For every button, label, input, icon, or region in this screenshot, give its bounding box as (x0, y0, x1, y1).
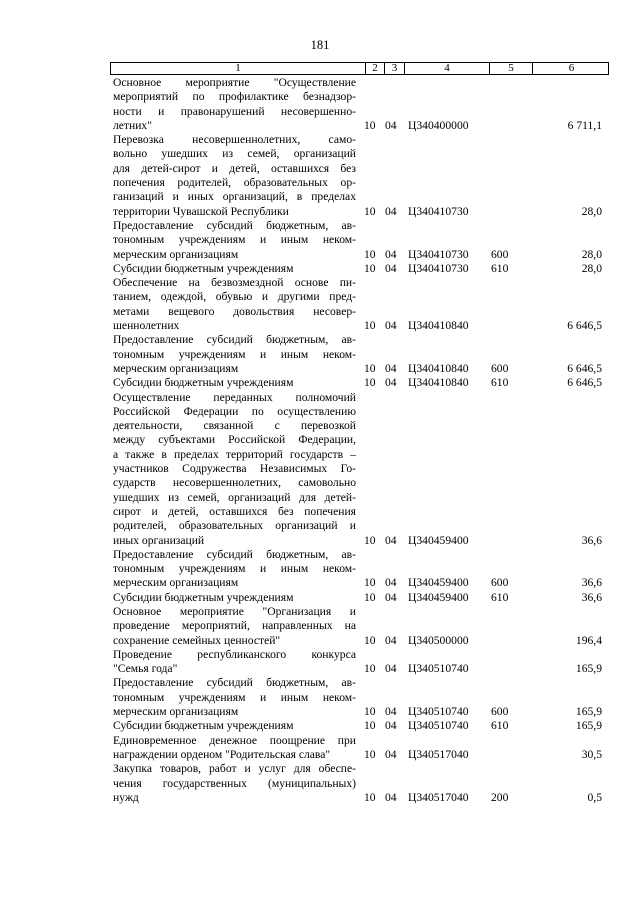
description-line: ганизаций и иных организаций, в пределах (113, 190, 356, 204)
row-description (113, 734, 356, 763)
expense-type-code: 600 (491, 361, 509, 375)
description-line: тономным учреждениям и иным неком- (113, 690, 356, 704)
section-code: 10 (364, 204, 376, 218)
row-description (113, 676, 356, 719)
description-line: нужд (113, 790, 139, 804)
amount: 6 646,5 (567, 319, 602, 333)
section-code: 10 (364, 790, 376, 804)
description-line: Предоставление субсидий бюджетным, ав- (113, 218, 356, 232)
header-col-5: 5 (489, 63, 532, 74)
description-line: попечения родителей, образовательных ор- (113, 176, 356, 190)
target-article-code: Ц340517040 (408, 747, 469, 761)
description-line: для детей-сирот и детей, оставшихся без (113, 161, 356, 175)
description-line: Субсидии бюджетным учреждениям (113, 261, 294, 275)
target-article-code: Ц340410840 (408, 319, 469, 333)
amount: 196,4 (575, 633, 602, 647)
expense-type-code: 610 (491, 590, 509, 604)
row-description (113, 262, 356, 276)
subsection-code: 04 (385, 204, 397, 218)
description-line: Субсидии бюджетным учреждениям (113, 590, 294, 604)
description-line: мерческим организациям (113, 361, 239, 375)
row-description (113, 133, 356, 219)
description-line: а также в пределах территорий государств – (113, 447, 356, 461)
section-code: 10 (364, 705, 376, 719)
row-description (113, 376, 356, 390)
description-line: тономным учреждениям и иным неком- (113, 562, 356, 576)
subsection-code: 04 (385, 633, 397, 647)
expense-type-code: 610 (491, 261, 509, 275)
target-article-code: Ц340410730 (408, 247, 469, 261)
description-line: Обеспечение на безвозмездной основе пи- (113, 276, 356, 290)
section-code: 10 (364, 261, 376, 275)
table-row (0, 719, 640, 733)
description-line: сударств несовершеннолетних, самовольно (113, 476, 356, 490)
row-description (113, 605, 356, 648)
section-code: 10 (364, 633, 376, 647)
expense-type-code: 610 (491, 376, 509, 390)
amount: 36,6 (581, 533, 602, 547)
expense-type-code: 600 (491, 576, 509, 590)
description-line: мероприятий по профилактике безнадзор- (113, 90, 356, 104)
description-line: Субсидии бюджетным учреждениям (113, 719, 294, 733)
amount: 165,9 (575, 719, 602, 733)
section-code: 10 (364, 533, 376, 547)
target-article-code: Ц340510740 (408, 705, 469, 719)
section-code: 10 (364, 376, 376, 390)
target-article-code: Ц340410730 (408, 204, 469, 218)
table-row (0, 762, 640, 805)
description-line: Основное мероприятие "Организация и (113, 604, 356, 618)
amount: 36,6 (581, 576, 602, 590)
description-line: Закупка товаров, работ и услуг для обеспе- (113, 762, 356, 776)
subsection-code: 04 (385, 319, 397, 333)
description-line: чения государственных (муниципальных) (113, 776, 356, 790)
target-article-code: Ц340400000 (408, 118, 469, 132)
description-line: участников Содружества Независимых Го- (113, 462, 356, 476)
description-line: "Семья года" (113, 662, 178, 676)
table-row (0, 591, 640, 605)
row-description (113, 333, 356, 376)
subsection-code: 04 (385, 662, 397, 676)
table-row (0, 276, 640, 333)
description-line: танием, одеждой, обувью и другими пред- (113, 290, 356, 304)
table-row (0, 548, 640, 591)
table-row (0, 391, 640, 548)
section-code: 10 (364, 662, 376, 676)
description-line: деятельности, связанной с перевозкой (113, 419, 356, 433)
target-article-code: Ц340510740 (408, 662, 469, 676)
target-article-code: Ц340459400 (408, 590, 469, 604)
amount: 28,0 (581, 204, 602, 218)
description-line: летних" (113, 118, 152, 132)
header-col-3: 3 (384, 63, 404, 74)
description-line: мерческим организациям (113, 576, 239, 590)
section-code: 10 (364, 319, 376, 333)
subsection-code: 04 (385, 747, 397, 761)
amount: 36,6 (581, 590, 602, 604)
target-article-code: Ц340410840 (408, 376, 469, 390)
description-line: Осуществление переданных полномочий (113, 390, 356, 404)
description-line: сирот и детей, оставшихся без попечения (113, 504, 356, 518)
page-number: 181 (310, 38, 330, 52)
description-line: Предоставление субсидий бюджетным, ав- (113, 676, 356, 690)
subsection-code: 04 (385, 790, 397, 804)
subsection-code: 04 (385, 376, 397, 390)
description-line: Проведение республиканского конкурса (113, 647, 356, 661)
header-col-4: 4 (404, 63, 489, 74)
subsection-code: 04 (385, 361, 397, 375)
header-col-1: 1 (235, 62, 241, 74)
description-line: Предоставление субсидий бюджетным, ав- (113, 547, 356, 561)
row-description (113, 648, 356, 677)
header-col-2: 2 (365, 63, 384, 74)
table-row (0, 605, 640, 648)
target-article-code: Ц340459400 (408, 533, 469, 547)
description-line: проведение мероприятий, направленных на (113, 619, 356, 633)
description-line: шеннолетних (113, 319, 180, 333)
table-row (0, 76, 640, 133)
subsection-code: 04 (385, 533, 397, 547)
amount: 6 711,1 (567, 118, 602, 132)
section-code: 10 (364, 747, 376, 761)
row-description (113, 76, 356, 133)
expense-type-code: 200 (491, 790, 509, 804)
row-description (113, 219, 356, 262)
subsection-code: 04 (385, 118, 397, 132)
subsection-code: 04 (385, 705, 397, 719)
table-row (0, 376, 640, 390)
description-line: тономным учреждениям и иным неком- (113, 347, 356, 361)
target-article-code: Ц340459400 (408, 576, 469, 590)
description-line: метами вещевого довольствия несовер- (113, 304, 356, 318)
row-description (113, 762, 356, 805)
target-article-code: Ц340410730 (408, 261, 469, 275)
description-line: между субъектами Российской Федерации, (113, 433, 356, 447)
section-code: 10 (364, 719, 376, 733)
table-row (0, 219, 640, 262)
description-line: Основное мероприятие "Осуществление (113, 76, 356, 89)
description-line: Единовременное денежное поощрение при (113, 733, 356, 747)
description-line: сохранение семейных ценностей" (113, 633, 281, 647)
description-line: ности и правонарушений несовершенно- (113, 104, 356, 118)
description-line: мерческим организациям (113, 247, 239, 261)
target-article-code: Ц340500000 (408, 633, 469, 647)
description-line: ушедших из семей, организаций для детей- (113, 490, 356, 504)
description-line: Субсидии бюджетным учреждениям (113, 376, 294, 390)
subsection-code: 04 (385, 719, 397, 733)
table-body (0, 76, 640, 805)
description-line: Российской Федерации по осуществлению (113, 404, 356, 418)
description-line: мерческим организациям (113, 705, 239, 719)
amount: 30,5 (581, 747, 602, 761)
target-article-code: Ц340517040 (408, 790, 469, 804)
row-description (113, 276, 356, 333)
section-code: 10 (364, 576, 376, 590)
row-description (113, 548, 356, 591)
section-code: 10 (364, 247, 376, 261)
table-row (0, 133, 640, 219)
amount: 0,5 (587, 790, 602, 804)
section-code: 10 (364, 590, 376, 604)
table-header (110, 62, 609, 75)
description-line: Перевозка несовершеннолетних, само- (113, 133, 356, 147)
description-line: тономным учреждениям и иным неком- (113, 233, 356, 247)
section-code: 10 (364, 118, 376, 132)
table-row (0, 648, 640, 677)
subsection-code: 04 (385, 261, 397, 275)
expense-type-code: 610 (491, 719, 509, 733)
amount: 165,9 (575, 705, 602, 719)
amount: 6 646,5 (567, 376, 602, 390)
target-article-code: Ц340410840 (408, 361, 469, 375)
row-description (113, 591, 356, 605)
amount: 28,0 (581, 247, 602, 261)
description-line: родителей, образовательных организаций и (113, 519, 356, 533)
subsection-code: 04 (385, 247, 397, 261)
expense-type-code: 600 (491, 705, 509, 719)
section-code: 10 (364, 361, 376, 375)
amount: 6 646,5 (567, 361, 602, 375)
table-row (0, 734, 640, 763)
description-line: награждении орденом "Родительская слава" (113, 747, 331, 761)
target-article-code: Ц340510740 (408, 719, 469, 733)
amount: 28,0 (581, 261, 602, 275)
amount: 165,9 (575, 662, 602, 676)
row-description (113, 391, 356, 548)
table-row (0, 262, 640, 276)
subsection-code: 04 (385, 576, 397, 590)
description-line: иных организаций (113, 533, 205, 547)
description-line: вольно ушедших из семей, организаций (113, 147, 356, 161)
description-line: территории Чувашской Республики (113, 204, 289, 218)
table-row (0, 333, 640, 376)
subsection-code: 04 (385, 590, 397, 604)
header-col-6: 6 (532, 63, 610, 74)
expense-type-code: 600 (491, 247, 509, 261)
table-row (0, 676, 640, 719)
description-line: Предоставление субсидий бюджетным, ав- (113, 333, 356, 347)
row-description (113, 719, 356, 733)
